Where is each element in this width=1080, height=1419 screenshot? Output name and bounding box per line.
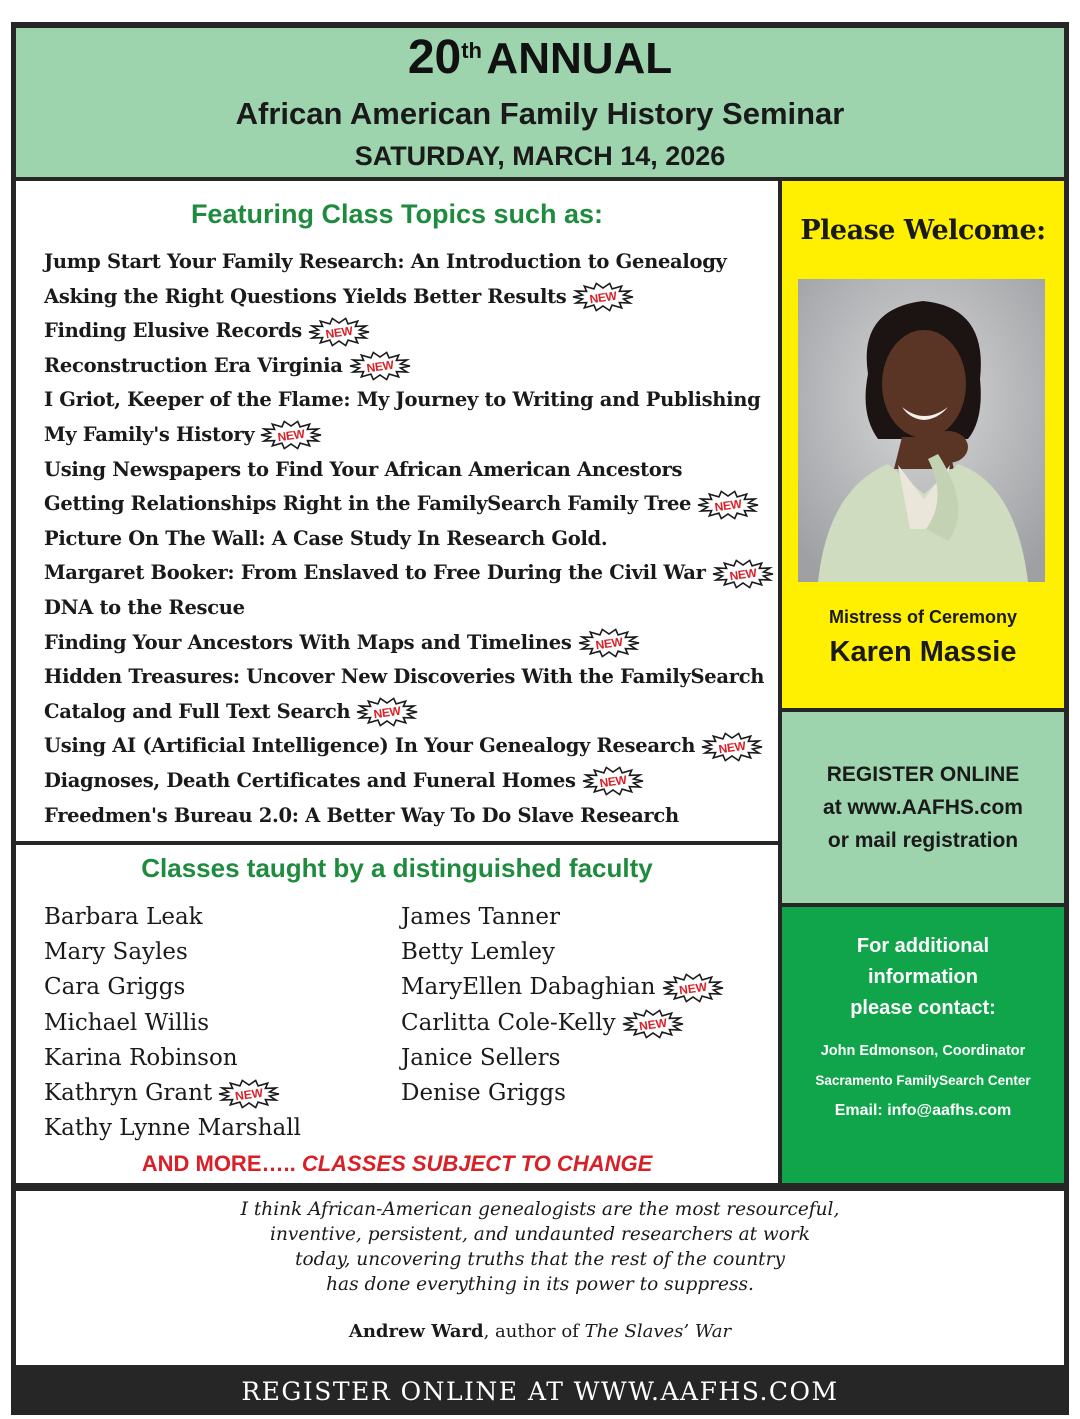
svg-text:NEW: NEW [372, 703, 402, 722]
annual-word: ANNUAL [486, 34, 673, 83]
svg-text:NEW: NEW [717, 738, 747, 757]
contact-email[interactable]: Email: info@aafhs.com [834, 1102, 1012, 1119]
register-line-1: REGISTER ONLINE [826, 763, 1020, 786]
new-badge-icon [572, 282, 634, 312]
topic-label: Getting Relationships Right in the FamilySearch Family Tree [44, 492, 692, 516]
svg-text:NEW: NEW [365, 357, 395, 376]
faculty-member [401, 900, 724, 935]
new-badge-icon [622, 1009, 684, 1039]
faculty-member [401, 935, 724, 970]
topic-item [44, 453, 774, 488]
quote-text [16, 1197, 1064, 1297]
faculty-member [44, 1111, 301, 1146]
more-prefix: AND MORE….. [141, 1151, 302, 1176]
quote-author: Andrew Ward [348, 1321, 484, 1342]
topic-item [44, 280, 774, 315]
ordinal-suffix: th [461, 38, 482, 63]
svg-text:NEW: NEW [589, 288, 618, 307]
topic-label: Picture On The Wall: A Case Study In Research Gold. [44, 526, 608, 550]
topic-item [44, 383, 774, 418]
topic-item [44, 522, 774, 557]
new-badge-icon [662, 973, 724, 1003]
topic-item [44, 799, 774, 834]
quote-line-1: I think African-American genealogists are the most resourceful, [240, 1199, 840, 1220]
contact-panel [782, 907, 1064, 1183]
annual-heading [16, 31, 1064, 84]
faculty-name: Michael Willis [44, 1009, 210, 1036]
topic-item [44, 764, 774, 799]
topic-item [44, 556, 774, 591]
quote-author-suffix: , author of [483, 1321, 585, 1342]
topic-label: Diagnoses, Death Certificates and Funeral Homes [44, 768, 576, 792]
new-badge-icon [578, 628, 640, 658]
topic-item [44, 487, 774, 522]
faculty-name: Carlitta Cole-Kelly [401, 1009, 616, 1036]
faculty-name: Cara Griggs [44, 974, 186, 1001]
topic-item [44, 729, 774, 764]
topic-item [44, 245, 774, 280]
faculty-member [401, 1006, 724, 1041]
faculty-name: Barbara Leak [44, 904, 203, 930]
topic-label: Asking the Right Questions Yields Better Results [44, 284, 567, 308]
new-badge-icon [308, 317, 370, 347]
svg-text:NEW: NEW [277, 427, 306, 445]
svg-text:NEW: NEW [677, 979, 708, 998]
subject-to-change: CLASSES SUBJECT TO CHANGE [301, 1151, 653, 1176]
svg-text:NEW: NEW [713, 496, 743, 514]
svg-text:NEW: NEW [594, 634, 623, 653]
quote-line-2: inventive, persistent, and undaunted researchers at work [270, 1224, 810, 1245]
contact-line-3: please contact: [850, 997, 996, 1019]
topic-list [44, 245, 774, 833]
faculty-section [16, 845, 778, 1183]
topic-label: Reconstruction Era Virginia [44, 353, 343, 377]
header-banner [16, 28, 1064, 177]
faculty-name: Mary Sayles [44, 939, 188, 966]
faculty-name: MaryEllen Dabaghian [401, 974, 656, 1001]
quote-section [16, 1191, 1064, 1365]
quote-line-4: has done everything in its power to suppress. [326, 1274, 754, 1295]
faculty-name: Karina Robinson [44, 1044, 238, 1071]
speaker-photo [798, 279, 1045, 582]
topic-item [44, 349, 774, 384]
topic-label: Margaret Booker: From Enslaved to Free During the Civil War [44, 561, 706, 585]
quote-attribution [16, 1321, 1064, 1342]
welcome-panel [782, 181, 1064, 708]
new-badge-icon [356, 697, 418, 727]
new-badge-icon [218, 1079, 280, 1109]
faculty-name: Janice Sellers [401, 1044, 561, 1071]
seminar-date: SATURDAY, MARCH 14, 2026 [354, 141, 726, 171]
new-badge-icon [260, 420, 322, 450]
new-badge-icon [582, 766, 644, 796]
svg-text:NEW: NEW [637, 1015, 668, 1033]
class-topics-section [16, 181, 778, 841]
faculty-member [44, 1041, 301, 1076]
register-text [782, 758, 1064, 857]
topic-label: Freedmen's Bureau 2.0: A Better Way To Do Slave Research [44, 803, 679, 827]
topic-item [44, 314, 774, 349]
faculty-member [44, 970, 301, 1005]
contact-heading [782, 931, 1064, 1024]
svg-text:NEW: NEW [598, 773, 628, 791]
topic-item [44, 626, 774, 661]
svg-text:NEW: NEW [324, 323, 354, 342]
faculty-member [44, 900, 301, 935]
faculty-name: James Tanner [401, 904, 560, 930]
faculty-member [44, 1006, 301, 1041]
footer-register-banner[interactable]: REGISTER ONLINE AT WWW.AAFHS.COM [241, 1377, 839, 1406]
more-classes-note [16, 1151, 778, 1177]
ceremony-role: Mistress of Ceremony [828, 607, 1018, 627]
contact-line-1: For additional [856, 935, 990, 957]
faculty-name: Kathryn Grant [44, 1079, 213, 1106]
topic-label: DNA to the Rescue [44, 595, 245, 619]
faculty-member [44, 935, 301, 970]
new-badge-icon [697, 490, 759, 520]
faculty-member [401, 1076, 724, 1111]
topic-label: Using Newspapers to Find Your African American Ancestors [44, 457, 683, 481]
faculty-name: Kathy Lynne Marshall [44, 1115, 301, 1142]
topic-label: My Family's History [44, 422, 255, 446]
welcome-title: Please Welcome: [800, 215, 1046, 246]
topic-label: Hidden Treasures: Uncover New Discoveries With the FamilySearch [44, 665, 765, 689]
register-panel [782, 712, 1064, 903]
faculty-name: Betty Lemley [401, 939, 555, 966]
seminar-title: African American Family History Seminar [235, 96, 845, 131]
topic-item [44, 695, 774, 730]
topic-label: Jump Start Your Family Research: An Introduction to Genealogy [44, 250, 727, 273]
topics-heading: Featuring Class Topics such as: [190, 199, 604, 229]
new-badge-icon [712, 559, 774, 589]
new-badge-icon [349, 351, 411, 381]
svg-text:NEW: NEW [234, 1085, 265, 1104]
coordinator-name: John Edmonson, Coordinator [820, 1043, 1026, 1059]
ceremony-host-name: Karen Massie [829, 636, 1017, 668]
quote-book: The Slaves’ War [584, 1321, 732, 1342]
contact-line-2: information [868, 966, 978, 988]
faculty-column-1 [44, 900, 301, 1146]
center-name: Sacramento FamilySearch Center [815, 1073, 1031, 1088]
topic-label: Finding Elusive Records [44, 319, 302, 343]
faculty-heading: Classes taught by a distinguished faculty [141, 853, 653, 883]
quote-line-3: today, uncovering truths that the rest of the country [295, 1249, 785, 1270]
topic-label: Using AI (Artificial Intelligence) In Your Genealogy Research [44, 734, 696, 758]
topic-item [44, 660, 774, 695]
faculty-member [44, 1076, 301, 1111]
faculty-member [401, 1041, 724, 1076]
topic-item [44, 591, 774, 626]
faculty-member [401, 970, 724, 1005]
speaker-portrait-icon [798, 279, 1045, 582]
svg-text:NEW: NEW [728, 565, 758, 584]
new-badge-icon [701, 732, 763, 762]
faculty-column-2 [401, 900, 724, 1111]
topic-item [44, 418, 774, 453]
faculty-name: Denise Griggs [401, 1079, 566, 1106]
topic-label: Finding Your Ancestors With Maps and Timelines [44, 630, 572, 654]
anniversary-number: 20 [407, 31, 462, 84]
register-line-3: or mail registration [827, 829, 1019, 852]
topic-label: I Griot, Keeper of the Flame: My Journey to Writing and Publishing [44, 388, 761, 412]
register-line-2[interactable]: at www.AAFHS.com [823, 796, 1023, 819]
topic-label: Catalog and Full Text Search [44, 699, 351, 723]
